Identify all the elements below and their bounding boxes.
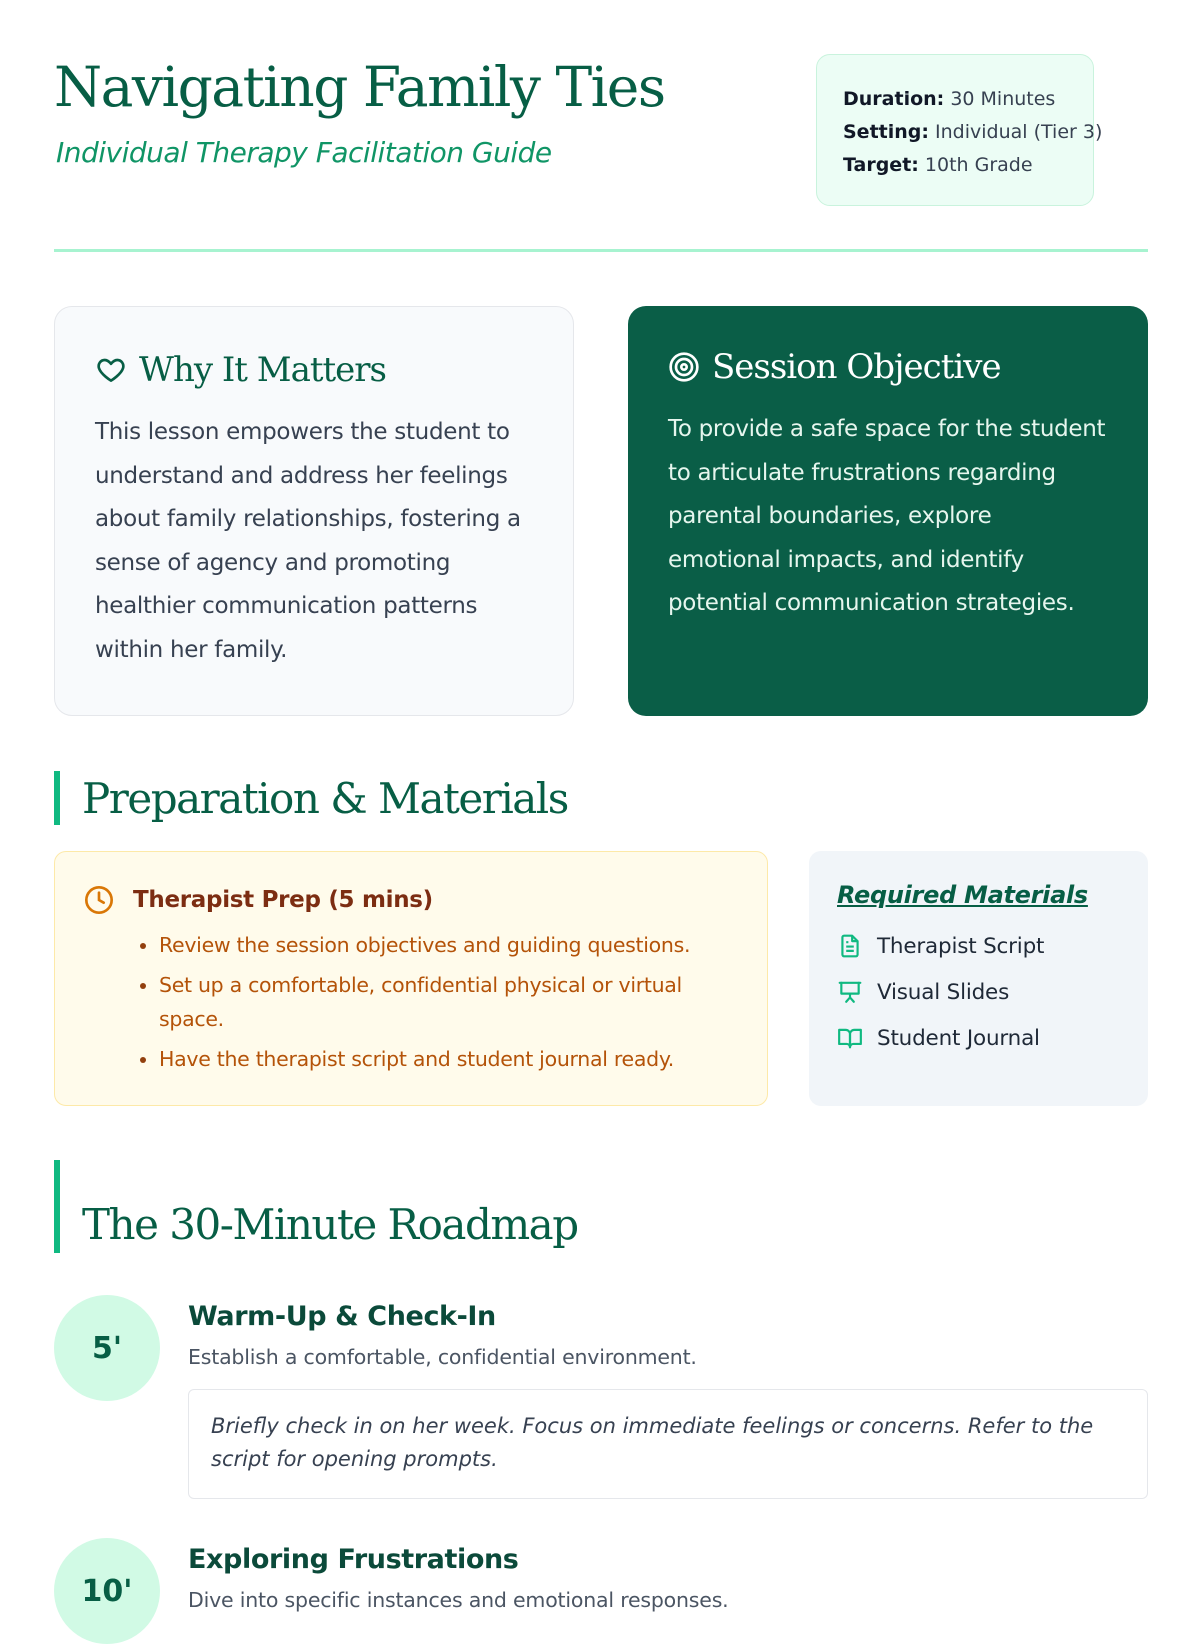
card-body: This lesson empowers the student to understand and address her feelings about family relationships, fostering a sense of agency and promoting healthier communication patterns within her family. <box>95 419 521 663</box>
section-title: The 30-Minute Roadmap <box>82 1200 578 1249</box>
target-icon <box>668 351 700 383</box>
card-header <box>668 340 1108 394</box>
meta-label: Duration: <box>843 88 945 110</box>
roadmap-step <box>54 1538 1148 1612</box>
prep-title: Therapist Prep (5 mins) <box>133 887 433 913</box>
card-body: To provide a safe space for the student to articulate frustrations regarding parental boundaries, explore emotional impacts, and identify potential communication strategies. <box>668 416 1106 616</box>
prep-item: • Have the therapist script and student journal ready. <box>159 1042 739 1076</box>
step-description: Dive into specific instances and emotional responses. <box>188 1588 729 1612</box>
why-it-matters-card <box>54 306 574 716</box>
header-divider <box>54 249 1148 252</box>
step-note: Briefly check in on her week. Focus on immediate feelings or concerns. Refer to the script for opening prompts. <box>188 1389 1148 1499</box>
material-label: Therapist Script <box>877 933 1045 959</box>
roadmap-step <box>54 1295 1148 1505</box>
meta-value: 10th Grade <box>924 154 1033 176</box>
prep-header <box>83 884 433 916</box>
required-materials-box <box>809 851 1148 1106</box>
material-item <box>837 933 1044 959</box>
section-heading-roadmap <box>54 1160 578 1253</box>
therapist-prep-box <box>54 851 768 1106</box>
meta-setting <box>843 116 1103 149</box>
meta-duration <box>843 83 1093 116</box>
header <box>54 52 1148 212</box>
material-label: Student Journal <box>877 1025 1040 1051</box>
meta-value: Individual (Tier 3) <box>935 121 1103 143</box>
meta-label: Target: <box>843 154 919 176</box>
meta-label: Setting: <box>843 121 929 143</box>
page <box>54 0 1148 1612</box>
meta-value: 30 Minutes <box>950 88 1056 110</box>
page-subtitle: Individual Therapy Facilitation Guide <box>56 136 552 169</box>
clock-icon <box>83 884 115 916</box>
step-description: Establish a comfortable, confidential environment. <box>188 1345 697 1369</box>
section-heading-preparation <box>54 771 568 825</box>
step-duration-badge: 5' <box>54 1295 160 1401</box>
card-header <box>95 343 533 397</box>
document-icon <box>837 933 863 959</box>
prep-item: • Review the session objectives and guiding questions. <box>159 928 739 962</box>
step-duration-badge: 10' <box>54 1538 160 1644</box>
section-accent-bar <box>54 1160 60 1253</box>
page-title: Navigating Family Ties <box>54 55 665 119</box>
material-label: Visual Slides <box>877 979 1010 1005</box>
material-item <box>837 1025 1040 1051</box>
prep-item: • Set up a comfortable, confidential physical or virtual space. <box>159 968 739 1036</box>
step-title: Warm-Up & Check-In <box>188 1301 496 1332</box>
step-title: Exploring Frustrations <box>188 1544 519 1575</box>
heart-icon <box>95 354 127 386</box>
session-objective-card <box>628 306 1148 716</box>
card-title: Why It Matters <box>139 350 386 390</box>
session-meta-box <box>816 54 1103 206</box>
section-title: Preparation & Materials <box>82 773 568 823</box>
section-accent-bar <box>54 771 60 825</box>
card-title: Session Objective <box>712 347 1001 387</box>
book-icon <box>837 1025 863 1051</box>
materials-title: Required Materials <box>837 881 1088 909</box>
meta-target <box>843 149 1093 182</box>
prep-list <box>135 928 739 1082</box>
material-item <box>837 979 1009 1005</box>
presentation-icon <box>837 979 863 1005</box>
